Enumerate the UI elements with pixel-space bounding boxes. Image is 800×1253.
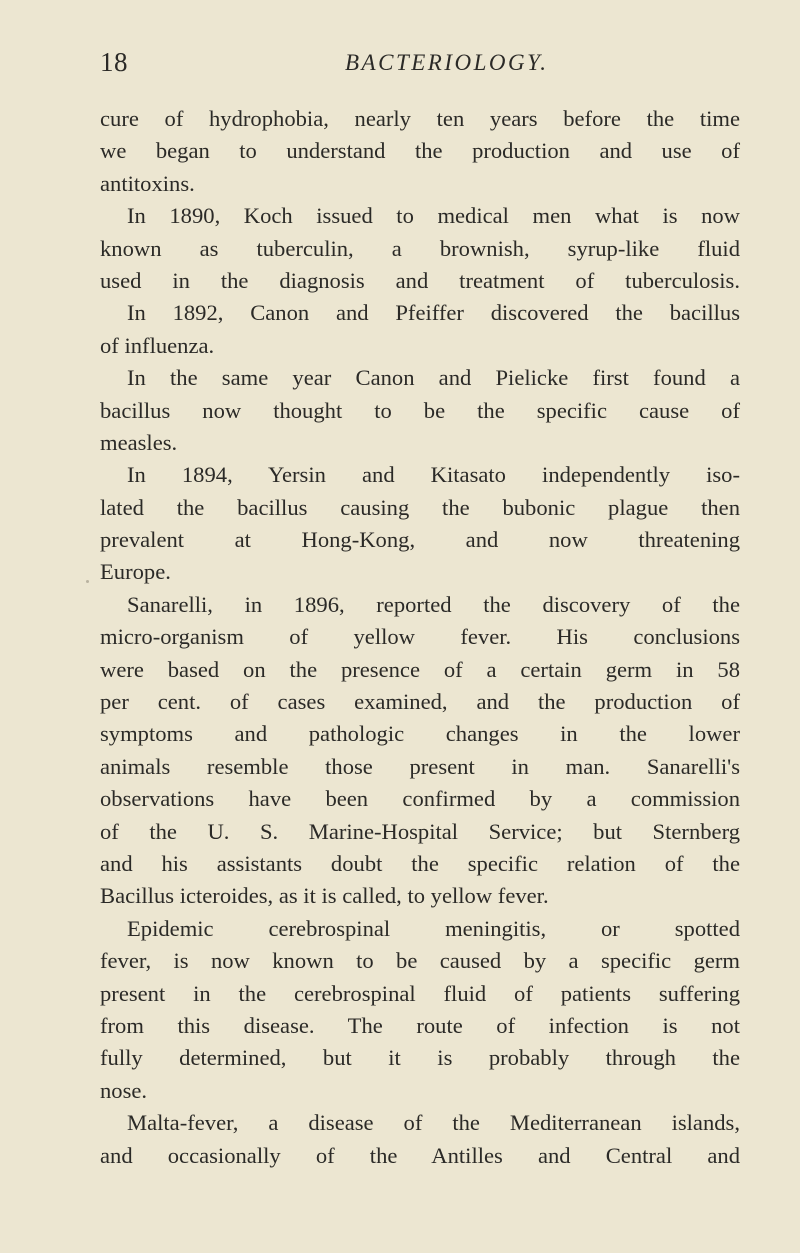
text-line: antitoxins. — [100, 170, 195, 196]
text-line: observations have been confirmed by a commission — [100, 786, 740, 812]
page-number: 18 — [100, 47, 128, 77]
text-line: Malta-fever, a disease of the Mediterranean islands, — [127, 1110, 740, 1136]
paper-speck — [86, 580, 89, 583]
text-line: lated the bacillus causing the bubonic plague then — [100, 494, 740, 520]
running-head — [100, 47, 740, 87]
text-line: and occasionally of the Antilles and Central and — [100, 1142, 740, 1168]
text-line: present in the cerebrospinal fluid of patients suffering — [100, 980, 740, 1006]
text-line: In the same year Canon and Pielicke first found a — [127, 365, 740, 391]
text-line: symptoms and pathologic changes in the lower — [100, 721, 740, 747]
text-line: and his assistants doubt the specific relation of the — [100, 850, 740, 876]
text-line: micro-organism of yellow fever. His conclusions — [100, 624, 740, 650]
text-line: In 1892, Canon and Pfeiffer discovered the bacillus — [127, 300, 740, 326]
text-line: nose. — [100, 1077, 148, 1103]
text-line: fever, is now known to be caused by a specific germ — [100, 948, 740, 974]
body-text — [100, 103, 740, 1172]
text-line: from this disease. The route of infection is not — [100, 1012, 740, 1038]
text-line: Europe. — [100, 559, 171, 585]
text-line: known as tuberculin, a brownish, syrup-like fluid — [100, 235, 740, 261]
text-line: of influenza. — [100, 332, 215, 358]
text-line: per cent. of cases examined, and the production of — [100, 689, 740, 715]
text-line: animals resemble those present in man. Sanarelli's — [100, 753, 740, 779]
text-line: used in the diagnosis and treatment of tuberculosis. — [100, 267, 740, 293]
text-line: of the U. S. Marine-Hospital Service; but Sternberg — [100, 818, 740, 844]
text-line: Sanarelli, in 1896, reported the discovery of the — [127, 591, 740, 617]
text-line: In 1894, Yersin and Kitasato independently iso- — [127, 462, 740, 488]
running-title: BACTERIOLOGY. — [345, 50, 549, 75]
text-line: fully determined, but it is probably through the — [100, 1045, 740, 1071]
text-line: bacillus now thought to be the specific cause of — [100, 397, 740, 423]
text-line: Epidemic cerebrospinal meningitis, or spotted — [127, 915, 740, 941]
text-line: measles. — [100, 429, 178, 455]
text-line: prevalent at Hong-Kong, and now threatening — [100, 527, 740, 553]
text-line: In 1890, Koch issued to medical men what is now — [127, 203, 740, 229]
text-line: cure of hydrophobia, nearly ten years before the time — [100, 106, 740, 131]
text-line: we began to understand the production and use of — [100, 138, 740, 164]
text-line: Bacillus icteroides, as it is called, to yellow fever. — [100, 883, 549, 909]
text-line: were based on the presence of a certain germ in 58 — [100, 656, 740, 682]
